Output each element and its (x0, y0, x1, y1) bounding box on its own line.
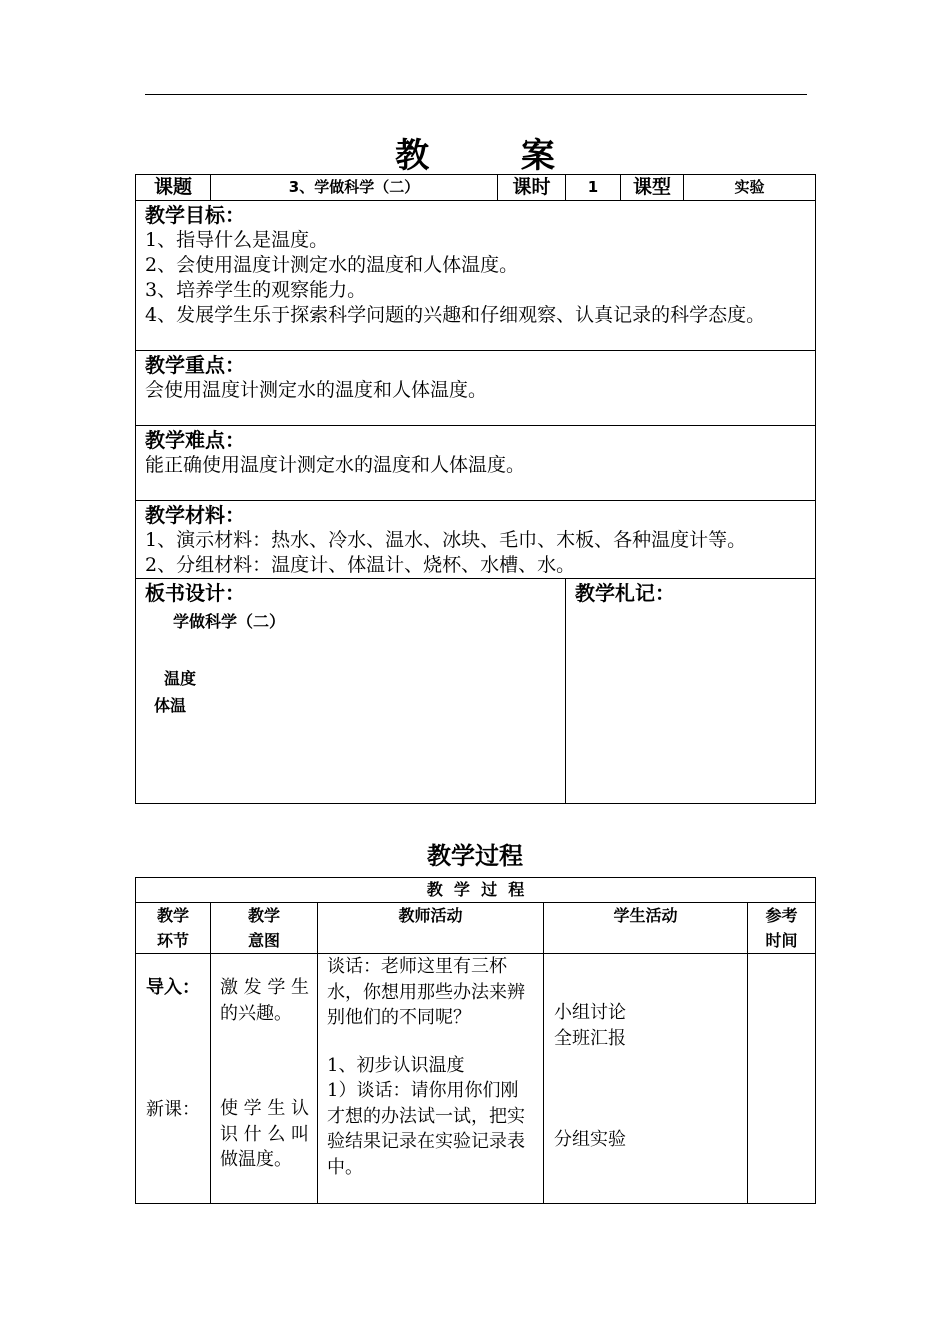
process-title: 教学过程 (427, 842, 523, 870)
topic-value: 3、学做科学（二） (211, 175, 498, 201)
page-title: 教 案 (395, 136, 595, 176)
material-item: 1、演示材料：热水、冷水、温水、冰块、毛巾、木板、各种温度计等。 (145, 529, 747, 551)
type-value: 实验 (684, 175, 816, 201)
time-cell (748, 954, 816, 1204)
stage-cell (136, 954, 211, 1204)
materials-heading: 教学材料： (145, 503, 245, 527)
teacher-activity-dialogue: 1）谈话：请你用你们刚才想的办法试一试，把实验结果记录在实验记录表中。 (327, 1080, 525, 1178)
notes-heading: 教学札记： (575, 581, 675, 605)
objectives-section (136, 201, 816, 351)
process-table (135, 877, 816, 1204)
stage-intro: 导入： (146, 977, 200, 998)
board-item-temperature: 温度 (164, 669, 197, 688)
objective-item: 3、培养学生的观察能力。 (145, 279, 367, 301)
column-teacher-activity: 教师活动 (318, 903, 544, 954)
type-label: 课型 (621, 175, 684, 201)
column-stage: 教学环节 (136, 903, 211, 954)
board-design-section (136, 579, 566, 804)
key-points-section (136, 351, 816, 426)
objective-item: 2、会使用温度计测定水的温度和人体温度。 (145, 254, 519, 276)
board-heading: 板书设计： (145, 581, 245, 605)
difficulties-heading: 教学难点： (145, 428, 245, 452)
period-label: 课时 (498, 175, 566, 201)
header-row (136, 175, 816, 201)
intent-cell (211, 954, 318, 1204)
column-intent: 教学意图 (211, 903, 318, 954)
board-item-body-temperature: 体温 (154, 696, 187, 715)
intent-new-lesson: 使学生认识什么叫做温度。 (220, 1098, 309, 1170)
objectives-heading: 教学目标： (145, 203, 245, 227)
period-value: 1 (566, 175, 621, 201)
column-student-activity: 学生活动 (544, 903, 748, 954)
material-item: 2、分组材料：温度计、体温计、烧杯、水槽、水。 (145, 554, 576, 576)
intent-intro: 激发学生的兴趣。 (220, 977, 309, 1024)
student-activity-report: 全班汇报 (554, 1027, 626, 1049)
objective-item: 1、指导什么是温度。 (145, 229, 329, 251)
student-activity-discuss: 小组讨论 (554, 1002, 626, 1023)
key-points-heading: 教学重点： (145, 353, 245, 377)
process-caption: 教 学 过 程 (136, 878, 816, 903)
objective-item: 4、发展学生乐于探索科学问题的兴趣和仔细观察、认真记录的科学态度。 (145, 304, 766, 326)
lesson-plan-table (135, 174, 816, 804)
teaching-notes-section (566, 579, 816, 804)
board-subtitle: 学做科学（二） (173, 612, 286, 631)
header-rule (145, 94, 807, 95)
student-activity-experiment: 分组实验 (554, 1129, 626, 1150)
key-points-text: 会使用温度计测定水的温度和人体温度。 (145, 379, 488, 401)
teacher-activity-intro: 谈话：老师这里有三杯水，你想用那些办法来辨别他们的不同呢？ (327, 956, 525, 1028)
teacher-activity-cell (318, 954, 544, 1204)
topic-label: 课题 (136, 175, 211, 201)
materials-section (136, 501, 816, 579)
student-activity-cell (544, 954, 748, 1204)
column-time: 参考时间 (748, 903, 816, 954)
difficulties-text: 能正确使用温度计测定水的温度和人体温度。 (145, 454, 526, 476)
difficulties-section (136, 426, 816, 501)
teacher-activity-heading: 1、初步认识温度 (327, 1054, 465, 1076)
stage-new-lesson: 新课： (146, 1098, 200, 1120)
